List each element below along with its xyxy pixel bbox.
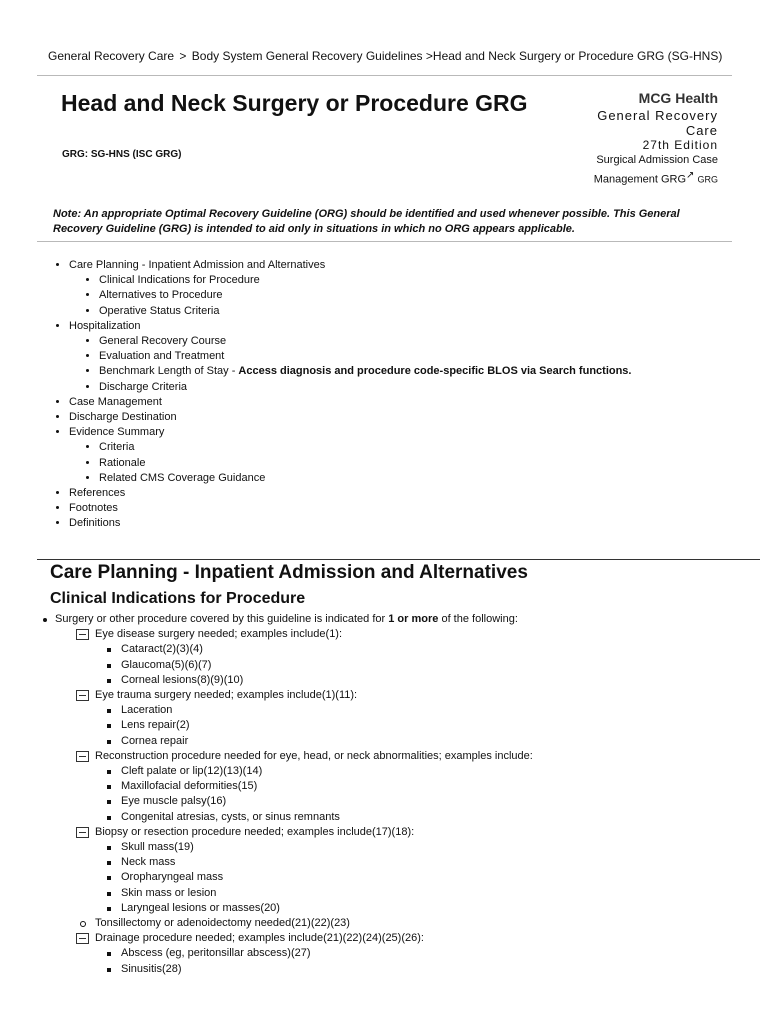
divider xyxy=(37,241,732,242)
external-link-icon[interactable]: ↗︎ xyxy=(686,170,695,181)
hollow-bullet-icon xyxy=(80,921,86,927)
breadcrumb-current: Head and Neck Surgery or Procedure GRG (SG-HNS) xyxy=(432,49,723,63)
list-item: Oropharyngeal mass xyxy=(121,870,730,885)
group-label: Biopsy or resection procedure needed; examples include(17)(18): xyxy=(95,825,415,838)
indication-item-tonsillectomy xyxy=(30,916,730,931)
toc-item-references[interactable]: • References xyxy=(69,486,735,501)
indications-content xyxy=(30,612,730,977)
page-title: Head and Neck Surgery or Procedure GRG xyxy=(61,90,528,116)
group-label: Reconstruction procedure needed for eye, head, or neck abnormalities; examples include: xyxy=(95,749,533,762)
brand-block xyxy=(548,91,718,188)
item-label: Tonsillectomy or adenoidectomy needed(21)(22)(23) xyxy=(95,917,350,930)
section-divider xyxy=(37,559,760,560)
list-item: Abscess (eg, peritonsillar abscess)(27) xyxy=(121,946,730,961)
breadcrumb-link-body-system[interactable]: Body System General Recovery Guidelines xyxy=(191,49,423,63)
breadcrumb-separator: > xyxy=(425,49,433,63)
brand-link-line2[interactable] xyxy=(548,168,718,188)
list-item: Eye muscle palsy(16) xyxy=(121,794,730,809)
toc-item-evaluation-treatment[interactable]: • Evaluation and Treatment xyxy=(99,349,735,364)
brand-edition: 27th Edition xyxy=(642,138,718,152)
collapse-toggle-icon[interactable] xyxy=(76,933,89,944)
brand-org: MCG Health xyxy=(638,90,718,106)
toc-item-alternatives[interactable]: • Alternatives to Procedure xyxy=(99,288,735,303)
indications-intro: Surgery or other procedure covered by this guideline is indicated for 1 or more of the following: xyxy=(30,612,730,627)
table-of-contents xyxy=(55,258,735,532)
subsection-heading: Clinical Indications for Procedure xyxy=(50,590,306,607)
toc-item-criteria[interactable]: • Criteria xyxy=(99,440,735,455)
list-item: Maxillofacial deformities(15) xyxy=(121,779,730,794)
guideline-code: GRG: SG-HNS (ISC GRG) xyxy=(62,149,182,160)
toc-item-case-management[interactable]: • Case Management xyxy=(69,395,735,410)
collapse-toggle-icon[interactable] xyxy=(76,827,89,838)
indication-group xyxy=(30,627,730,688)
indication-group xyxy=(30,825,730,916)
toc-item-evidence-summary[interactable]: • Evidence Summary • Criteria • Rationale • Related CMS Coverage Guidance xyxy=(69,425,735,486)
list-item: Lens repair(2) xyxy=(121,718,730,733)
brand-link-line1[interactable]: Surgical Admission Case xyxy=(596,154,718,166)
brand-link-text[interactable]: Management GRG xyxy=(593,173,687,186)
indication-group xyxy=(30,749,730,825)
section-heading: Care Planning - Inpatient Admission and Alternatives xyxy=(50,562,528,583)
toc-item-cms[interactable]: • Related CMS Coverage Guidance xyxy=(99,471,735,486)
list-item: Laceration xyxy=(121,703,730,718)
list-item: Glaucoma(5)(6)(7) xyxy=(121,658,730,673)
toc-item-definitions[interactable]: • Definitions xyxy=(69,516,735,531)
toc-item-footnotes[interactable]: • Footnotes xyxy=(69,501,735,516)
toc-item-care-planning[interactable]: • Care Planning - Inpatient Admission and Alternatives • Clinical Indications for Procedure • Alternatives to Procedure • Operative Status Criteria xyxy=(69,258,735,319)
toc-item-general-recovery-course[interactable]: • General Recovery Course xyxy=(99,334,735,349)
indication-group xyxy=(30,688,730,749)
divider xyxy=(37,75,732,76)
list-item: Cataract(2)(3)(4) xyxy=(121,642,730,657)
list-item: Cleft palate or lip(12)(13)(14) xyxy=(121,764,730,779)
group-label: Eye trauma surgery needed; examples include(1)(11): xyxy=(95,689,358,702)
brand-product-line2: Care xyxy=(685,123,718,138)
brand-product-line1: General Recovery xyxy=(597,108,718,123)
brand-link-suffix: GRG xyxy=(697,174,718,185)
indication-group xyxy=(30,931,730,977)
group-label: Drainage procedure needed; examples include(21)(22)(24)(25)(26): xyxy=(95,932,424,945)
toc-item-hospitalization[interactable]: • Hospitalization • General Recovery Course • Evaluation and Treatment • Benchmark Length of Stay - Access diagnosis and procedure code-specific BLOS via Search functions. • Discharge Criteria xyxy=(69,319,735,395)
list-item: Congenital atresias, cysts, or sinus remnants xyxy=(121,810,730,825)
note-text: Note: An appropriate Optimal Recovery Guideline (ORG) should be identified and used whenever possible. This General Recovery Guideline (GRG) is intended to aid only in situations in which no ORG appears applicable. xyxy=(53,208,680,235)
list-item: Skin mass or lesion xyxy=(121,886,730,901)
toc-item-rationale[interactable]: • Rationale xyxy=(99,456,735,471)
list-item: Skull mass(19) xyxy=(121,840,730,855)
collapse-toggle-icon[interactable] xyxy=(76,751,89,762)
breadcrumb xyxy=(48,49,722,63)
toc-item-discharge-destination[interactable]: • Discharge Destination xyxy=(69,410,735,425)
toc-item-clinical-indications[interactable]: • Clinical Indications for Procedure xyxy=(99,273,735,288)
list-item: Neck mass xyxy=(121,855,730,870)
list-item: Cornea repair xyxy=(121,734,730,749)
list-item: Laryngeal lesions or masses(20) xyxy=(121,901,730,916)
breadcrumb-link-general-recovery-care[interactable]: General Recovery Care xyxy=(48,49,175,63)
toc-item-operative-status[interactable]: • Operative Status Criteria xyxy=(99,304,735,319)
toc-item-blos[interactable]: • Benchmark Length of Stay - Access diagnosis and procedure code-specific BLOS via Search functions. xyxy=(99,364,735,379)
group-label: Eye disease surgery needed; examples include(1): xyxy=(95,628,343,641)
collapse-toggle-icon[interactable] xyxy=(76,629,89,640)
list-item: Corneal lesions(8)(9)(10) xyxy=(121,673,730,688)
collapse-toggle-icon[interactable] xyxy=(76,690,89,701)
list-item: Sinusitis(28) xyxy=(121,962,730,977)
breadcrumb-separator: > xyxy=(179,49,187,63)
toc-item-discharge-criteria[interactable]: • Discharge Criteria xyxy=(99,380,735,395)
